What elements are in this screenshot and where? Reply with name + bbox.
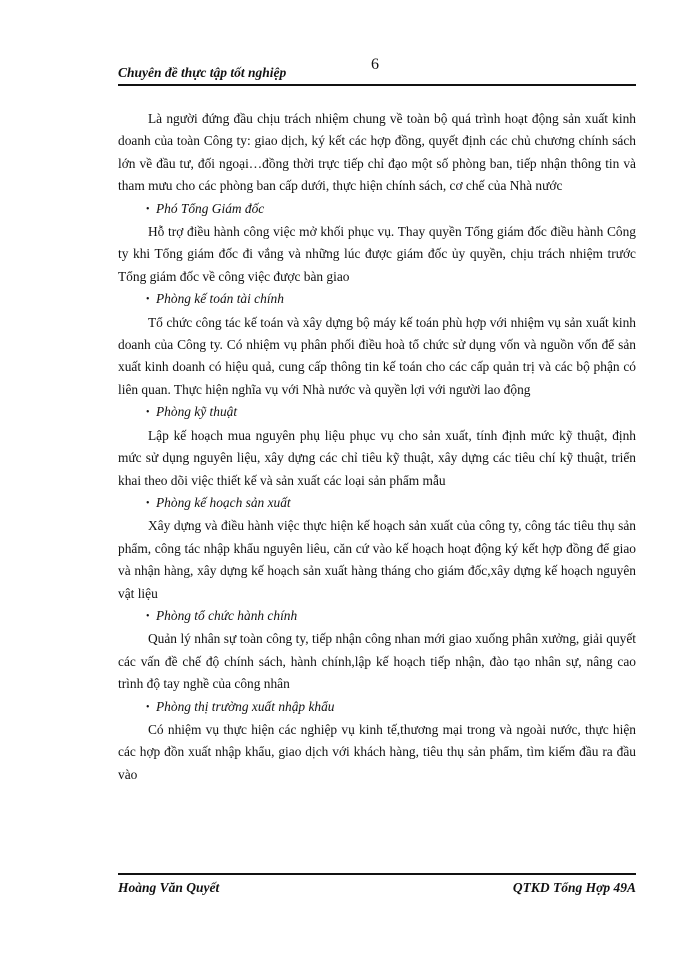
footer-rule <box>118 873 636 875</box>
section-heading-administration <box>118 605 636 628</box>
bullet-icon: • <box>146 407 150 419</box>
heading-text: Phòng kỹ thuật <box>156 404 238 420</box>
bullet-icon: • <box>146 497 150 509</box>
section-heading-accounting <box>118 288 636 311</box>
page-header <box>118 58 636 84</box>
bullet-icon: • <box>146 203 150 215</box>
paragraph-accounting: Tổ chức công tác kế toán và xây dựng bộ máy kế toán phù hợp với nhiệm vụ sản xuất kinh doanh của Công ty. Có nhiệm vụ phân phối điều hoà tổ chức sử dụng vốn và nguồn vốn để sản xuất kinh doanh có hiệu quả, cung cấp thông tin kế toán cho các cấp quản trị và các bộ phận có liên quan. Thực hiện nghĩa vụ với Nhà nước và quyền lợi với người lao động <box>118 314 636 397</box>
footer-author: Hoàng Văn Quyết <box>118 880 220 895</box>
bullet-icon: • <box>146 701 150 713</box>
paragraph-deputy-director: Hỗ trợ điều hành công việc mở khối phục vụ. Thay quyền Tổng giám đốc điều hành Công ty khi Tổng giám đốc đi vắng và những lúc được giám đốc ủy quyền, chịu trách nhiệm trước Tổng giám đốc về công việc được bàn giao <box>118 224 636 284</box>
paragraph-administration: Quản lý nhân sự toàn công ty, tiếp nhận công nhan mới giao xuống phân xưởng, giải quyết các vấn đề chế độ chính sách, hành chính,lập kế hoạch tiếp nhận, đào tạo nhân sự, nâng cao trình độ tay nghề của công nhân <box>118 631 636 692</box>
heading-text: Phòng kế hoạch sản xuất <box>156 494 291 510</box>
paragraph-production-planning: Xây dựng và điều hành việc thực hiện kế hoạch sản xuất của công ty, công tác tiêu thụ sản phẩm, công tác nhập khẩu nguyên liêu, căn cứ vào kế hoạch hoạt động ký kết hợp đồng để giao và nhận hàng, xây dựng kế hoạch sản xuất hàng tháng cho giám đốc,xây dựng kế hoạch nguyên vật liệu <box>118 518 636 601</box>
document-body <box>118 108 636 786</box>
section-heading-deputy-director <box>118 198 636 221</box>
paragraph-import-export: Có nhiệm vụ thực hiện các nghiệp vụ kinh tế,thương mại trong và ngoài nước, thực hiện các hợp đồn xuất nhập khẩu, giao dịch với khách hàng, tiêu thụ sản phẩm, tìm kiếm đầu ra đầu vào <box>118 721 636 782</box>
heading-text: Phòng tổ chức hành chính <box>156 607 298 623</box>
heading-text: Phòng thị trường xuất nhập khẩu <box>156 698 335 714</box>
section-heading-technical <box>118 401 636 424</box>
heading-text: Phòng kế toán tài chính <box>156 291 284 307</box>
bullet-icon: • <box>146 294 150 306</box>
heading-text: Phó Tổng Giám đốc <box>156 200 265 216</box>
header-rule <box>118 84 636 86</box>
section-heading-production-planning <box>118 492 636 515</box>
paragraph-general-director: Là người đứng đầu chịu trách nhiệm chung về toàn bộ quá trình hoạt động sản xuất kinh doanh của toàn Công ty: giao dịch, ký kết các hợp đồng, quyết định các chủ chương chính sách lớn về đầu tư, đối ngoại…đồng thời trực tiếp chỉ đạo một số phòng ban, tiếp nhận thông tin và tham mưu cho các phòng ban cấp dưới, thực hiện chính sách, cơ chế của Nhà nước <box>118 111 636 194</box>
header-title: Chuyên đề thực tập tốt nghiệp <box>118 65 287 80</box>
bullet-icon: • <box>146 610 150 622</box>
footer-class: QTKD Tổng Hợp 49A <box>512 880 636 895</box>
page-number: 6 <box>371 56 379 73</box>
paragraph-technical: Lập kế hoạch mua nguyên phụ liệu phục vụ cho sản xuất, tính định mức kỹ thuật, định mức sử dụng nguyên liệu, xây dựng các chỉ tiêu kỹ thuật, xây dựng các tiêu chí kỹ thuật, triển khai theo dõi việc thiết kế và sản xuất các loại sản phẩm mẫu <box>118 427 636 488</box>
section-heading-import-export <box>118 696 636 719</box>
